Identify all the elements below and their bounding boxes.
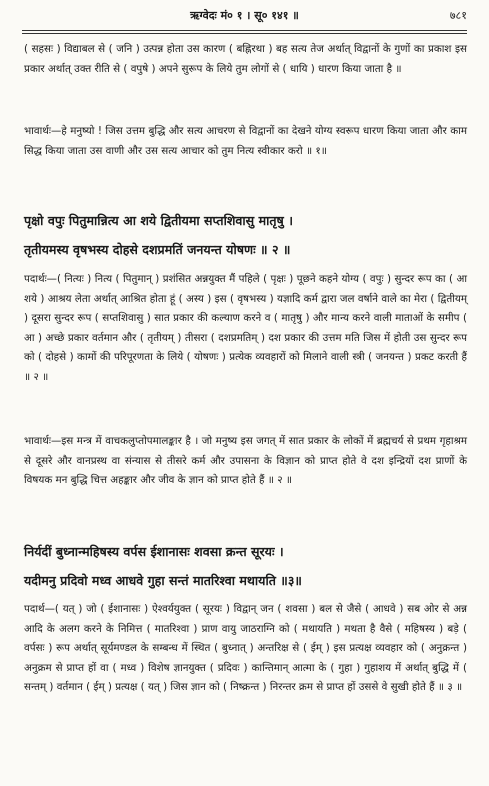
header-rule-thin (22, 33, 467, 34)
bhavartha-paragraph-2: भावार्थः—इस मन्त्र में वाचकलुप्तोपमालङ्कार है । जो मनुष्य इस जगत् में सात प्रकार के लोकों में ब्रह्मचर्य से प्रथम गृहाश्रम से दूसरे और वानप्रस्थ वा संन्यास से तीसरे कर्म और उपासना के विज्ञान को प्राप्त होते वे दश इन्द्रियों दश प्राणों के विषयक मन बुद्धि चित्त अहङ्कार और जीव के ज्ञान को प्राप्त होते हैं ॥ २ ॥ (24, 435, 467, 486)
bhavartha-paragraph-1: भावार्थः—हे मनुष्यो ! जिस उत्तम बुद्धि और सत्य आचरण से विद्वानों का देखने योग्य स्वरूप धारण किया जाता और काम सिद्ध किया जाता उस वाणी और उस सत्य आचार को तुम नित्य स्वीकार करो ॥ १॥ (24, 125, 467, 157)
header-rule (22, 30, 467, 31)
running-title: ऋग्वेदः मं० १ । सू० १४१ ॥ (190, 9, 299, 22)
padartha-paragraph-3: पदार्थ—( यत् ) जो ( ईशानासः ) ऐश्वर्ययुक्त ( सूरयः ) विद्वान् जन ( शवसा ) बल से जैसे ( आधवे ) सब ओर से अन्न आदि के अलग करने के निमित्त ( मातरिश्वा ) प्राण वायु जाठराग्नि को ( मथायति ) मथता है वैसे ( महिषस्य ) बड़े ( वर्पसः ) रूप अर्थात् सूर्यमण्डल के सम्बन्ध में स्थित ( बुध्नात् ) अन्तरिक्ष से ( ईम् ) इस प्रत्यक्ष व्यवहार को ( अनुक्रन्त ) अनुक्रम से प्राप्त हों वा ( मध्व ) विशेष ज्ञानयुक्त ( प्रदिवः ) कान्तिमान् आत्मा के ( गुहा ) गुहाशय में अर्थात् बुद्धि में ( सन्तम् ) वर्तमान ( ईम् ) प्रत्यक्ष ( यत् ) जिस ज्ञान को ( निष्क्रन्त ) निरन्तर क्रम से प्राप्त हों उससे वे सुखी होते हैं ॥ ३ ॥ (24, 603, 467, 693)
mantra-2-line-2: तृतीयमस्य वृषभस्य दोहसे दशप्रमतिं जनयन्त योषणः ॥ २ ॥ (24, 242, 291, 257)
page-number: ७८१ (449, 9, 467, 22)
mantra-3-line-2: यदीमनु प्रदिवो मध्व आधवे गुहा सन्तं मातरिश्वा मथायति ॥३॥ (24, 573, 302, 588)
mantra-2-line-1: पृक्षो वपुः पितुमान्नित्य आ शये द्वितीयमा सप्तशिवासु मातृषु । (24, 213, 293, 228)
mantra-3-line-1: निर्यदीं बुध्नान्महिषस्य वर्पस ईशानासः शवसा क्रन्त सूरयः । (24, 544, 284, 559)
padartha-continued-paragraph: ( सहसः ) विद्याबल से ( जनि ) उत्पन्न होता उस कारण ( बह्निरथा ) बह सत्य तेज अर्थात् विद्वानों के गुणों का प्रकाश इस प्रकार अर्थात् उक्त रीति से ( वपुषे ) अपने सुरूप के लिये तुम लोगों से ( धायि ) धारण किया जाता है ॥ (24, 43, 467, 75)
mantra-3 (24, 537, 467, 595)
padartha-paragraph-2: पदार्थः—( नित्यः ) नित्य ( पितुमान् ) प्रशंसित अन्नयुक्त मैं पहिले ( पृक्षः ) पूछने कहने योग्य ( वपुः ) सुन्दर रूप का ( आ शये ) आश्रय लेता अर्थात् आश्रित होता हूं ( अस्य ) इस ( वृषभस्य ) यज्ञादि कर्म द्वारा जल वर्षाने वाले का मेरा ( द्वितीयम् ) दूसरा सुन्दर रूप ( सप्तशिवासु ) सात प्रकार की कल्याण करने व ( मातृषु ) और मान्य करने वाली माताओं के समीप ( आ ) अच्छे प्रकार वर्तमान और ( तृतीयम् ) तीसरा ( दशप्रमतिम् ) दश प्रकार की उत्तम मति जिस में होती उस सुन्दर रूप को ( दोहसे ) कामों की परिपूरणता के लिये ( योषणः ) प्रत्येक व्यवहारों को मिलाने वाली स्त्री ( जनयन्त ) प्रकट करती हैं ॥ २ ॥ (24, 273, 467, 383)
mantra-2 (24, 206, 467, 264)
running-header (0, 8, 489, 26)
